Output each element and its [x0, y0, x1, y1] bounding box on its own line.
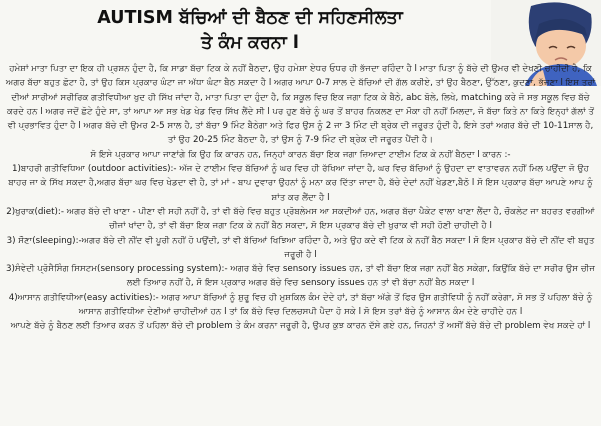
conclusion-paragraph: ਆਪਣੇ ਬੱਚੇ ਨੂੰ ਬੈਠਣ ਲਈ ਤਿਆਰ ਕਰਨ ਤੋਂ ਪਹਿਲਾ ਬੱਚੇ ਦੀ problem ਤੇ ਕੰਮ ਕਰਨਾ ਜਰੂਰੀ ਹੈ, ਉਪਰ ਕੁਝ ਕਾਰਨ ਦੱਸੇ ਗਏ ਹਨ, ਜਿਹਨਾਂ ਤੋਂ ਅਸੀਂ ਬੱਚੇ ਬੱਚੇ ਦੀ problem ਵੇਖ ਸਕਦੇ ਹਾਂ l	[10, 321, 591, 332]
title-line-2: ਤੇ ਕੰਮ ਕਰਨਾ l	[201, 33, 299, 53]
cause-outdoor-activities: 1)ਬਾਹਰੀ ਗਤੀਵਿਧਿਆ (outdoor activities):- ਅੱਜ ਦੇ ਟਾਈਮ ਵਿਚ ਬੱਚਿਆਂ ਨੂੰ ਘਰ ਵਿਚ ਹੀ ਰੱਖਿਆ ਜਾਂਦਾ ਹੈ, ਘਰ ਵਿਚ ਬੱਚਿਆਂ ਨੂੰ ਉਹਦਾ ਦਾ ਵਾਤਾਵਰਨ ਨਹੀਂ ਮਿਲ ਪਉਂਦਾ ਜੋ ਉਹ ਬਾਹਰ ਜਾ ਕੇ ਸਿੱਖ ਸਕਦਾ ਹੈ,ਅਗਰ ਬੱਚਾ ਘਰ ਵਿਚ ਖੇਡਦਾ ਵੀ ਹੈ, ਤਾਂ ਮਾਂ - ਬਾਪ ਦੁਵਾਰਾ ਉਹਨਾਂ ਨੂੰ ਮਨਾ ਕਰ ਦਿੱਤਾ ਜਾਦਾ ਹੈ, ਬੱਚੇ ਦੇਦਾਂ ਨਹੀਂ ਖੇਡਣਾ,ਬੈਠੋ l ਸੋ ਇਸ ਪ੍ਰਕਾਰ ਬੱਚਾ ਆਪਣੇ ਆਪ ਨੂੰ ਸ਼ਾਂਤ ਕਰ ਲੈਂਦਾ ਹੈ l	[8, 164, 593, 203]
article-body	[4, 62, 597, 424]
cause-sleeping: 3) ਸੌਣਾ(sleeping):-ਅਗਰ ਬੱਚੇ ਦੀ ਨੀਂਦ ਵੀ ਪੂਰੀ ਨਹੀਂ ਹੋ ਪਉਂਦੀ, ਤਾਂ ਵੀ ਬੱਚਿਆਂ ਖਿਝਿਆ ਰਹਿੰਦਾ ਹੈ, ਅਤੇ ਉਹ ਕਦੇ ਵੀ ਟਿਕ ਕੇ ਨਹੀਂ ਬੈਠ ਸਕਦਾ l ਸੋ ਇਸ ਪ੍ਰਕਾਰ ਬੱਚੇ ਦੀ ਨੀਂਦ ਵੀ ਬਹੁਤ ਜਰੂਰੀ ਹੈ l	[6, 235, 595, 260]
causes-heading: ਸੋ ਇਸੇ ਪ੍ਰਕਾਰ ਆਪਾ ਜਾਣਾਂਗੇ ਕਿ ਉਹ ਕਿ ਕਾਰਨ ਹਨ, ਜਿਨ੍ਹਾਂ ਕਾਰਨ ਬੱਚਾ ਇਕ ਜਗਾ ਜ਼ਿਆਦਾ ਟਾਈਮ ਟਿਕ ਕੇ ਨਹੀਂ ਬੈਠਦਾ l ਕਾਰਨ :-	[90, 149, 511, 160]
cause-sensory-processing: 3)ਸੰਵੇਦੀ ਪ੍ਰੋਸੈਸਿੰਗ ਸਿਸਟਮ(sensory processing system):- ਅਗਰ ਬੱਚੇ ਵਿਚ sensory issues ਹਨ, ਤਾਂ ਵੀ ਬੱਚਾ ਇਕ ਜਗਾ ਨਹੀਂ ਬੈਠ ਸਕੇਗਾ, ਕਿਉਂਕਿ ਬੱਚੇ ਦਾ ਸਰੀਰ ਉਸ ਚੀਜ ਲਈ ਤਿਆਰ ਨਹੀਂ ਹੈ, ਸੋ ਇਸ ਪ੍ਰਕਾਰ ਅਗਰ ਬੱਚੇ ਵਿਚ sensory issues ਹਨ ਤਾਂ ਵੀ ਬੱਚਾ ਨਹੀਂ ਬੈਠ ਸਕਦਾ l	[5, 264, 596, 289]
intro-paragraph: ਹਮੇਸ਼ਾਂ ਮਾਤਾ ਪਿਤਾ ਦਾ ਇਕ ਹੀ ਪ੍ਰਸ਼ਨ ਹੁੰਦਾ ਹੈ, ਕਿ ਸਾਡਾ ਬੱਚਾ ਟਿਕ ਕੇ ਨਹੀਂ ਬੈਠਦਾ, ਉਹ ਹਮੇਸ਼ਾ ਏਧਰ ਓਧਰ ਹੀ ਭੱਜਦਾ ਰਹਿੰਦਾ ਹੈ l ਮਾਤਾ ਪਿਤਾ ਨੂੰ ਬੱਚੇ ਦੀ ਉਮਰ ਵੀ ਦੇਖਣੀ ਚਾਹੀਦੀ ਹੈ, ਕਿ ਅਗਰ ਬੱਚਾ ਬਹੁਤ ਛੋਟਾ ਹੈ, ਤਾਂ ਉਹ ਕਿਸ ਪ੍ਰਕਾਰ ਘੰਟਾ ਜਾ ਅੱਧਾ ਘੰਟਾ ਬੈਠ ਸਕਦਾ ਹੈ l ਅਗਰ ਆਪਾ 0-7 ਸਾਲ ਦੇ ਬੱਚਿਆਂ ਦੀ ਗੱਲ ਕਰੀਏ, ਤਾਂ ਉਹ ਬੈਠਣਾ, ਉੱਠਣਾ, ਕੁਦਣਾ, ਭੱਜਣਾ l ਇਸ ਤਰਾਂ ਦੀਆਂ ਸਾਰੀਆਂ ਸਰੀਰਿਕ ਗਤੀਵਿਧੀਆ ਖੁਦ ਹੀ ਸਿੱਖ ਜਾਂਦਾ ਹੈ, ਮਾਤਾ ਪਿਤਾ ਦਾ ਹੁੰਦਾ ਹੈ, ਕਿ ਸਕੂਲ ਵਿਚ ਇਕ ਜਗਾ ਟਿਕ ਕੇ ਬੈਠੇ, abc ਬੋਲੇ, ਲਿਖੇ, matching ਕਰੇ ਜੋ ਸਭ ਸਕੂਲ ਵਿਚ ਬੱਚੇ ਕਰਦੇ ਹਨ l ਅਗਰ ਜਦੋਂ ਛੋਟੇ ਹੁੰਦੇ ਸਾ, ਤਾਂ ਆਪਾ ਆ ਸਭ ਖੇਡ ਖੇਡ ਵਿਚ ਸਿੱਖ ਲੈਂਦੇ ਸੀ l ਪਰ ਹੁਣ ਬੱਚੇ ਨੂੰ ਘਰ ਤੋਂ ਬਾਹਰ ਨਿਕਲਣ ਦਾ ਮੌਕਾ ਹੀ ਨਹੀਂ ਮਿਲਦਾ, ਜੋ ਬੱਚਾ ਕਿਤੇ ਨਾ ਕਿਤੇ ਇਨ੍ਹਾਂ ਗੱਲਾਂ ਤੋਂ ਵੀ ਪ੍ਰਭਾਵਿਤ ਹੁੰਦਾ ਹੈ l ਅਗਰ ਬੱਚੇ ਦੀ ਉਮਰ 2-5 ਸਾਲ ਹੈ, ਤਾਂ ਬੱਚਾ 9 ਮਿੰਟ ਬੈਠੇਗਾ ਅਤੇ ਫਿਰ ਉਸ ਨੂੰ 2 ਜਾ 3 ਮਿੰਟ ਦੀ ਬ੍ਰੇਕ ਦੀ ਜਰੂਰਤ ਹੁੰਦੀ ਹੈ, ਇਸੇ ਤਰਾਂ ਅਗਰ ਬੱਚੇ ਦੀ 10-11ਸਾਲ ਹੈ, ਤਾਂ ਉਹ 20-25 ਮਿੰਟ ਬੈਠਦਾ ਹੈ, ਤਾਂ ਉਸ ਨੂੰ 7-9 ਮਿੰਟ ਦੀ ਬ੍ਰੇਕ ਦੀ ਜਰੂਰਤ ਪੈਂਦੀ ਹੈ।	[5, 64, 596, 146]
cause-diet: 2)ਖੁਰਾਕ(diet):- ਅਗਰ ਬੱਚੇ ਦੀ ਖਾਣਾ - ਪੀਣਾ ਵੀ ਸਹੀ ਨਹੀਂ ਹੈ, ਤਾਂ ਵੀ ਬੱਚੇ ਵਿਚ ਬਹੁਤ ਪ੍ਰੋਬਲੇਮਸ ਆ ਸਕਦੀਆਂ ਹਨ, ਅਗਰ ਬੱਚਾ ਪੈਕੇਟ ਵਾਲਾ ਖਾਣਾ ਲੈਂਦਾ ਹੈ, ਚੌਕਲੇਟ ਜਾ ਬਹਰਤ ਵਰਗੀਆਂ ਚੀਜਾਂ ਖਾਂਦਾ ਹੈ, ਤਾਂ ਵੀ ਬੱਚਾ ਇਕ ਜਗਾ ਟਿਕ ਕੇ ਨਹੀਂ ਬੈਠ ਸਕਦਾ, ਸੋ ਇਸ ਪ੍ਰਕਾਰ ਬੱਚੇ ਦੀ ਖੁਰਾਕ ਵੀ ਸਹੀ ਹੋਣੀ ਚਾਹੀਦੀ ਹੈ l	[6, 206, 595, 232]
cause-easy-activities: 4)ਆਸਾਨ ਗਤੀਵਿਧੀਆ(easy activities):- ਅਗਰ ਆਪਾ ਬੱਚਿਆਂ ਨੂੰ ਸ਼ੁਰੂ ਵਿਚ ਹੀ ਮੁਸ਼ਕਿਲ ਕੰਮ ਦੇਦੇ ਹਾਂ, ਤਾਂ ਬੱਚਾ ਅੱਗੇ ਤੋਂ ਫਿਰ ਉਸ ਗਤੀਵਿਧੀ ਨੂੰ ਨਹੀਂ ਕਰੇਗਾ, ਸੋ ਸਭ ਤੋਂ ਪਹਿਲਾ ਬੱਚੇ ਨੂੰ ਆਸਾਨ ਗਤੀਵਿਧੀਆ ਦੇਣੀਆਂ ਚਾਹੀਦੀਆਂ ਹਨ l ਤਾਂ ਕਿ ਬੱਚੇ ਵਿਚ ਦਿਲਚਸਪੀ ਪੈਦਾ ਹੋ ਸਕੇ l ਸੋ ਇਸ ਤਰਾਂ ਬੱਚੇ ਨੂੰ ਆਸਾਨ ਕੰਮ ਦੇਣੇ ਚਾਹੀਦੇ ਹਨ l	[8, 292, 593, 318]
title-line-1: AUTISM ਬੱਚਿਆਂ ਦੀ ਬੈਠਣ ਦੀ ਸਹਿਣਸੀਲਤਾ	[97, 8, 403, 28]
page-title	[20, 6, 480, 56]
